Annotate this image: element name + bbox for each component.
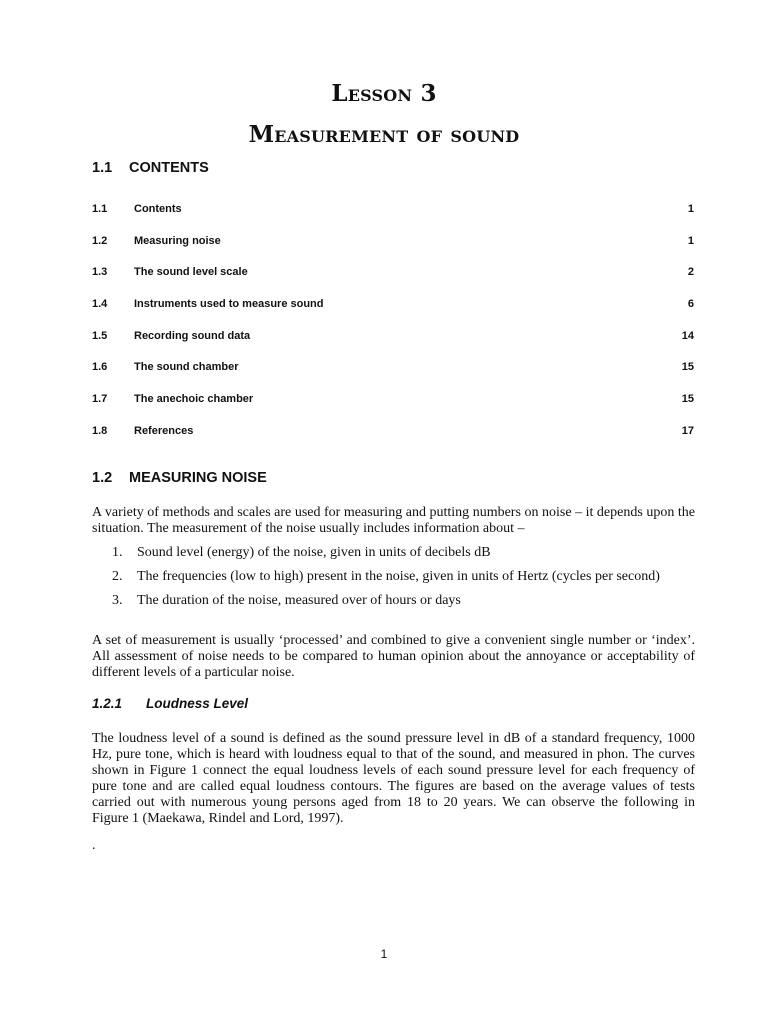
subsection-label: Loudness Level bbox=[146, 696, 249, 711]
section-number: 1.2 bbox=[92, 470, 113, 486]
list-item-text: The duration of the noise, measured over of hours or days bbox=[137, 593, 461, 608]
list-item bbox=[112, 569, 695, 585]
toc-entry-anechoic-chamber[interactable] bbox=[92, 391, 694, 423]
toc-entry-recording-sound-data[interactable] bbox=[92, 328, 694, 360]
toc-label: References bbox=[134, 424, 194, 437]
toc-label: Contents bbox=[134, 203, 182, 215]
toc-label: Measuring noise bbox=[134, 234, 221, 247]
contents-heading-number: 1.1 bbox=[92, 160, 113, 176]
toc-page: 2 bbox=[687, 266, 694, 279]
toc-entry-instruments[interactable] bbox=[92, 296, 694, 328]
toc-label: The sound level scale bbox=[134, 266, 248, 279]
toc-page: 15 bbox=[681, 393, 694, 406]
toc-number: 1.1 bbox=[92, 203, 108, 215]
toc-page: 1 bbox=[687, 234, 694, 247]
page-number: 1 bbox=[380, 947, 388, 961]
toc-number: 1.4 bbox=[92, 298, 108, 311]
trailing-dot: . bbox=[92, 838, 96, 853]
contents-heading-label: CONTENTS bbox=[129, 160, 209, 176]
toc-entry-references[interactable] bbox=[92, 423, 694, 455]
table-of-contents bbox=[92, 201, 694, 455]
measuring-noise-paragraph: A set of measurement is usually ‘processed’ and combined to give a convenient single number or ‘index’. All assessment of noise needs to be compared to human opinion about the annoyance or acceptability of different levels of a particular noise. bbox=[92, 633, 695, 680]
toc-number: 1.3 bbox=[92, 266, 108, 279]
section-label: MEASURING NOISE bbox=[129, 470, 267, 486]
list-item-text: The frequencies (low to high) present in the noise, given in units of Hertz (cycles per second) bbox=[137, 569, 660, 584]
lesson-title: Lesson 3 bbox=[331, 80, 437, 107]
list-marker: 3. bbox=[112, 593, 123, 608]
measuring-noise-heading bbox=[92, 470, 267, 486]
toc-number: 1.2 bbox=[92, 234, 108, 247]
loudness-level-heading bbox=[92, 696, 248, 711]
list-marker: 2. bbox=[112, 569, 123, 584]
loudness-level-paragraph: The loudness level of a sound is defined as the sound pressure level in dB of a standard frequency, 1000 Hz, pure tone, which is heard with loudness equal to that of the sound, and measured in phon. The curves shown in Figure 1 connect the equal loudness levels of each sound pressure level for each frequency of pure tone and are called equal loudness contours. The figures are based on the average values of tests carried out with numerous young persons aged from 18 to 20 years. We can observe the following in Figure 1 (Maekawa, Rindel and Lord, 1997). bbox=[92, 731, 695, 826]
toc-label: The sound chamber bbox=[134, 361, 239, 374]
contents-heading bbox=[92, 160, 209, 176]
list-item bbox=[112, 593, 695, 609]
list-item bbox=[112, 545, 695, 561]
toc-page: 1 bbox=[687, 203, 694, 215]
list-item-text: Sound level (energy) of the noise, given in units of decibels dB bbox=[137, 545, 491, 560]
toc-label: Instruments used to measure sound bbox=[134, 298, 324, 311]
toc-entry-measuring-noise[interactable] bbox=[92, 233, 694, 265]
toc-entry-sound-chamber[interactable] bbox=[92, 359, 694, 391]
toc-number: 1.5 bbox=[92, 329, 108, 342]
toc-entry-sound-level-scale[interactable] bbox=[92, 264, 694, 296]
toc-page: 6 bbox=[687, 298, 694, 311]
measurement-list bbox=[112, 545, 695, 609]
toc-page: 15 bbox=[681, 361, 694, 374]
toc-entry-contents[interactable] bbox=[92, 201, 694, 233]
toc-label: Recording sound data bbox=[134, 329, 251, 342]
toc-label: The anechoic chamber bbox=[134, 393, 254, 406]
subsection-number: 1.2.1 bbox=[92, 696, 123, 711]
measuring-noise-intro: A variety of methods and scales are used for measuring and putting numbers on noise – it depends upon the situation. The measurement of the noise usually includes information about – bbox=[92, 505, 695, 536]
document-title: Measurement of sound bbox=[248, 121, 520, 148]
toc-number: 1.7 bbox=[92, 393, 108, 406]
toc-number: 1.6 bbox=[92, 361, 108, 374]
toc-number: 1.8 bbox=[92, 424, 108, 437]
list-marker: 1. bbox=[112, 545, 123, 560]
toc-page: 14 bbox=[681, 329, 694, 342]
toc-page: 17 bbox=[681, 424, 694, 437]
